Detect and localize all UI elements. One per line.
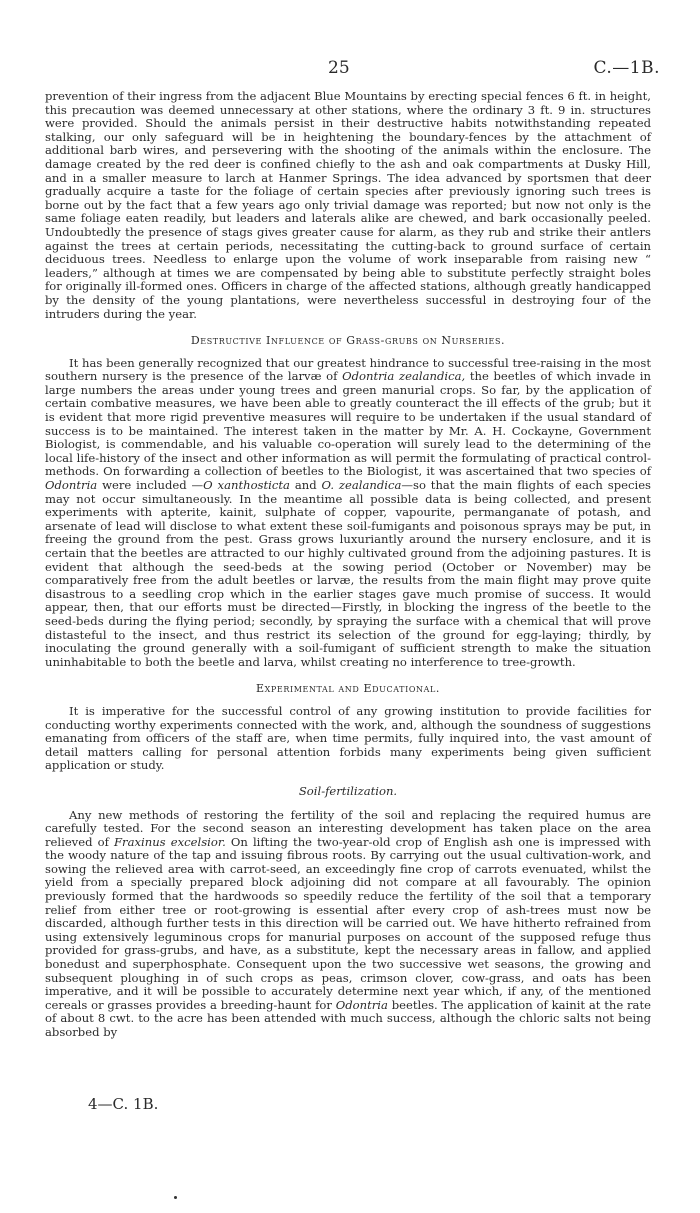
paragraph-grass-grubs: It has been generally recognized that our greatest hindrance to successful tree-raising in the most southern nursery is the presence of the larvæ of Odontria zealandica, the beetles of which invade in large numbers the areas under young trees and green manurial crops. So far, by the application of certain combative measures, we have been able to greatly counteract the ill effects of the grub; but it is evident that more rigid preventive measures will require to be undertaken if the usual standard of success is to be maintained. The interest taken in the matter by Mr. A. H. Cockayne, Government Biologist, is commendable, and his valuable co-operation will surely lead to the determining of the local life-history of the insect and other information as will permit the formulating of practical control-methods. On forwarding a collection of beetles to the Biologist, it was ascertained that two species of Odontria were included —O xanthosticta and O. zealandica—so that the main flights of each species may not occur simultaneously. In the meantime all possible data is being collected, and present experiments with apterite, kainit, sulphate of copper, vapourite, permanganate of potash, and arsenate of lead will disclose to what extent these soil-fumigants and poisonous sprays may be put, in freeing the ground from the pest. Grass grows luxuriantly around the nursery enclosure, and it is certain that the beetles are attracted to our highly cultivated ground from the adjoining pastures. It is evident that although the seed-beds at the sowing period (October or November) may be comparatively free from the adult beetles or larvæ, the results from the main flight may prove quite disastrous to a seedling crop which in the earlier stages gave much promise of success. It would appear, then, that our efforts must be directed—Firstly, in blocking the ingress of the beetle to the seed-beds during the flying period; secondly, by spraying the surface with a chemical that will prove distasteful to the insect, and thus restrict its selection of the ground for egg-laying; thirdly, by inoculating the ground generally with a soil-fumigant of sufficient strength to make the situation uninhabitable to both the beetle and larva, whilst creating no interference to tree-growth. [45,355,651,669]
subheading-soil-fertilization: Soil-fertilization. [298,783,398,798]
page-number: 25 [328,58,350,78]
document-reference: C.—1B. [593,58,660,78]
footer-signature-reference: 4—C. 1B. [88,1095,159,1113]
section-heading-experimental: Experimental and Educational. [255,682,441,696]
paragraph-deer: prevention of their ingress from the adjacent Blue Mountains by erecting special fences 6 ft. in height, this precaution was deemed unnecessary at other stations, where the ordinary 3 ft. 9 in. structures were provided. Should the animals persist in their destructive habits notwithstanding repeated stalking, our only safeguard will be in heightening the boundary-fences by the attachment of additional barb wires, and persevering with the shooting of the animals within the enclosure. The damage created by the red deer is confined chiefly to the ash and oak compartments at Dusky Hill, and in a smaller measure to larch at Hanmer Springs. The idea advanced by sportsmen that deer gradually acquire a taste for the foliage of certain species after previously ignoring such trees is borne out by the fact that a few years ago only trivial damage was reported; but now not only is the same foliage eaten readily, but leaders and laterals alike are chewed, and bark occasionally peeled. Undoubtedly the presence of stags gives greater cause for alarm, as they rub and strike their antlers against the trees at certain periods, necessitating the cutting-back to ground surface of certain deciduous trees. Needless to enlarge upon the volume of work inseparable from raising new “ leaders,” although at times we are compensated by being able to substitute perfectly straight boles for originally ill-formed ones. Officers in charge of the affected stations, although greatly handicapped by the density of the young plantations, were nevertheless successful in destroying four of the intruders during the year. [45,89,651,321]
paragraph-experimental: It is imperative for the successful control of any growing institution to provide facilities for conducting worthy experiments connected with the work, and, although the soundness of suggestions emanating from officers of the staff are, when time permits, fully inquired into, the vast amount of detail matters calling for personal attention forbids many experiments being given sufficient application or study. [45,703,651,773]
paragraph-soil-fertilization: Any new methods of restoring the fertility of the soil and replacing the required humus are carefully tested. For the second season an interesting development has taken place on the area relieved of Fraxinus excelsior. On lifting the two-year-old crop of English ash one is impressed with the woody nature of the tap and issuing fibrous roots. By carrying out the usual cultivation-work, and sowing the relieved area with carrot-seed, an exceedingly fine crop of carrots evenuated, whilst the yield from a specially prepared block adjoining did not compare at all favourably. The opinion previously formed that the hardwoods so speedily reduce the fertility of the soil that a temporary relief from either tree or root-growing is essential after every crop of ash-trees must now be discarded, although further tests in this direction will be carried out. We have hitherto refrained from using extensively leguminous crops for manurial purposes on account of the supposed refuge thus provided for grass-grubs, and have, as a substitute, kept the necessary areas in fallow, and applied bonedust and superphosphate. Consequent upon the two successive wet seasons, the growing and subsequent ploughing in of such crops as peas, crimson clover, cow-grass, and oats has been imperative, and it will be possible to accurately determine next year which, if any, of the mentioned cereals or grasses provides a breeding-haunt for Odontria beetles. The application of kainit at the rate of about 8 cwt. to the acre has been attended with much success, although the chloric salts not being absorbed by [45,807,652,1039]
page-header [0,58,700,80]
stray-mark [174,1196,177,1199]
section-heading-grass-grubs: Destructive Influence of Grass-grubs on Nurseries. [190,334,506,348]
document-body [45,90,651,1040]
